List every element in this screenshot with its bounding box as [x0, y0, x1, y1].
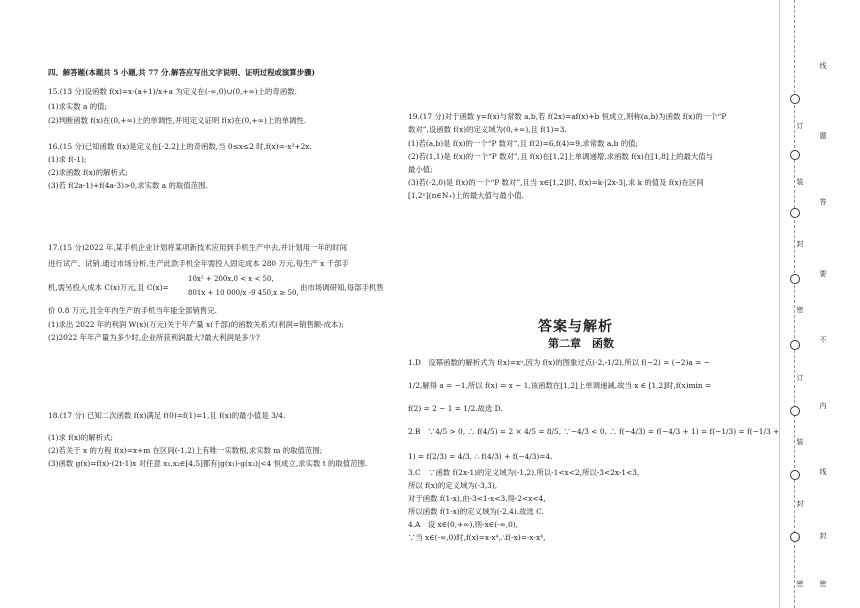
margin-char: 装 — [796, 178, 804, 185]
answer-title: 答案与解析 — [538, 319, 613, 335]
binding-hole-icon — [790, 150, 800, 160]
margin-char: 要 — [819, 270, 827, 277]
margin-char: 线 — [819, 468, 827, 475]
margin-char: 封 — [796, 240, 804, 247]
margin-char: 封 — [819, 532, 827, 539]
margin-char: 密 — [796, 580, 804, 587]
margin-solid-line — [779, 0, 780, 608]
section-heading: 四、解答题(本题共 5 小题,共 77 分.解答应写出文字说明、证明过程或演算步骤) — [48, 68, 315, 77]
binding-hole-icon — [790, 274, 800, 284]
margin-char: 题 — [819, 132, 827, 139]
margin-char: 密 — [796, 306, 804, 313]
margin-char: 密 — [819, 580, 827, 587]
chapter-title: 第二章 函数 — [548, 337, 614, 350]
margin-char: 订 — [796, 122, 804, 129]
binding-hole-icon — [790, 94, 800, 104]
piecewise-brace-line-1: 10x² + 200x,0 < x < 50, — [188, 275, 274, 283]
binding-dashed-line — [794, 0, 795, 608]
binding-hole-icon — [790, 406, 800, 416]
binding-hole-icon — [790, 470, 800, 480]
margin-char: 线 — [819, 62, 827, 69]
margin-char: 装 — [796, 438, 804, 445]
margin-char: 订 — [796, 374, 804, 381]
margin-char: 封 — [796, 500, 804, 507]
margin-char: 答 — [819, 198, 827, 205]
piecewise-brace-line-2: 801x + 10 000/x -9 450,x ≥ 50, — [188, 289, 299, 297]
binding-hole-icon — [790, 532, 800, 542]
binding-hole-icon — [790, 208, 800, 218]
binding-hole-icon — [790, 340, 800, 350]
margin-char: 不 — [819, 336, 827, 343]
binding-margin — [777, 0, 860, 608]
margin-char: 内 — [819, 402, 827, 409]
